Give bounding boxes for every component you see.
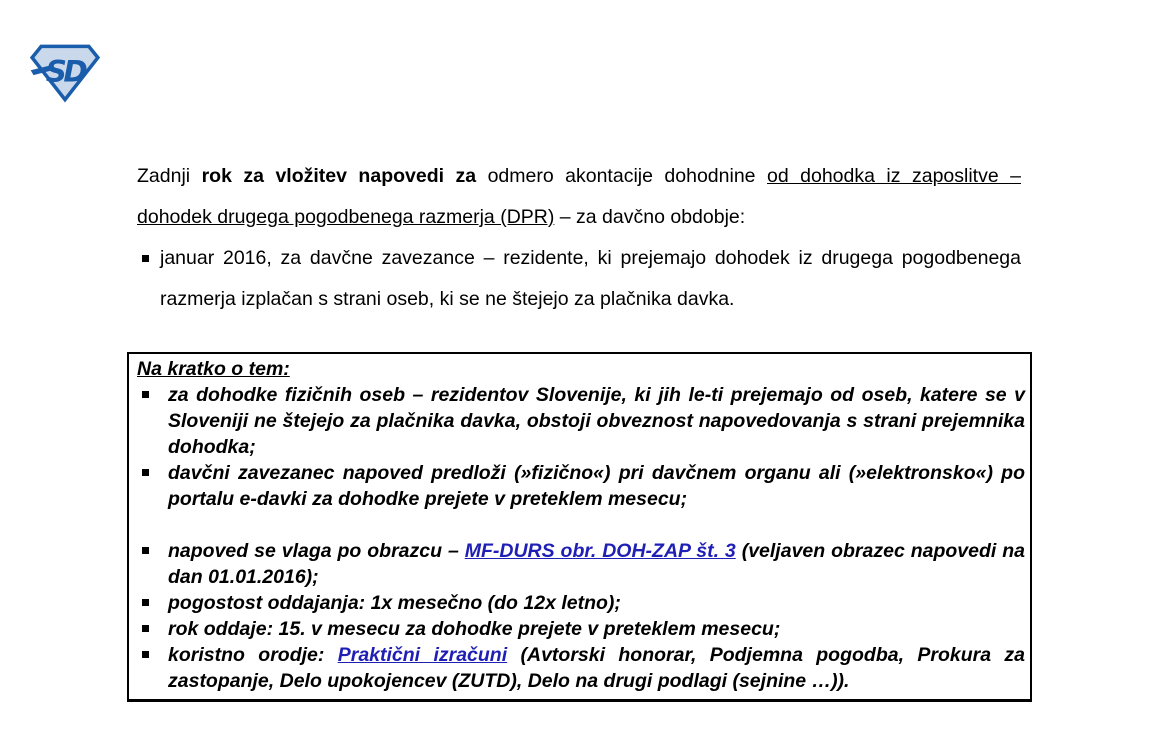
sd-shield-logo	[30, 42, 100, 104]
box-bullet-5-text: rok oddaje: 15. v mesecu za dohodke prejete v preteklem mesecu;	[168, 618, 781, 640]
box-bullet-item-4	[137, 590, 1025, 616]
intro-paragraph	[137, 156, 1021, 238]
bullet-marker-icon	[137, 538, 168, 590]
box-bullet-4-text: pogostost oddajanja: 1x mesečno (do 12x letno);	[168, 592, 621, 614]
box-bullet-item-5	[137, 616, 1025, 642]
info-box-title: Na kratko o tem:	[137, 358, 290, 380]
box-bullet-6-post: (Avtorski honorar, Podjemna pogodba, Prokura za zastopanje, Delo upokojencev (ZUTD), Delo na drugi podlagi (sejnine …)).	[168, 644, 1026, 692]
info-box	[127, 352, 1032, 702]
box-bullet-item-2	[137, 460, 1025, 512]
box-bullet-item-3	[137, 538, 1025, 590]
main-text-block	[137, 156, 1021, 320]
intro-underlined-phrase: od dohodka iz zaposlitve – dohodek drugega pogodbenega razmerja (DPR)	[137, 165, 1021, 228]
logo-letters: SD	[45, 54, 85, 89]
box-bullet-3-post: (veljaven obrazec napovedi na dan 01.01.2016);	[168, 540, 1025, 588]
box-bullet-3-text	[168, 538, 1025, 590]
intro-normal-3: – za davčno obdobje:	[554, 206, 746, 228]
box-bullet-6-text	[168, 642, 1025, 694]
bullet-marker-icon	[137, 642, 168, 694]
box-bullet-6-pre: koristno orodje:	[168, 644, 338, 666]
bullet-marker-icon	[137, 616, 168, 642]
box-bullet-item-6	[137, 642, 1025, 694]
doh-zap-form-link[interactable]: MF-DURS obr. DOH-ZAP št. 3	[464, 540, 736, 562]
intro-bold-phrase: rok za vložitev napovedi za	[201, 165, 488, 187]
intro-normal-2: odmero akontacije dohodnine	[487, 165, 767, 187]
intro-normal-1: Zadnji	[137, 165, 202, 187]
blank-line	[137, 512, 1025, 538]
prakticni-izracuni-link[interactable]: Praktični izračuni	[337, 644, 508, 666]
bullet-marker-icon	[137, 460, 168, 512]
bullet-marker-icon	[137, 238, 160, 320]
bullet-marker-icon	[137, 590, 168, 616]
box-bullet-item-1	[137, 382, 1025, 460]
intro-bullet-item	[137, 238, 1021, 320]
bullet-marker-icon	[137, 382, 168, 460]
box-bullet-1-text: za dohodke fizičnih oseb – rezidentov Slovenije, ki jih le-ti prejemajo od oseb, katere se v Sloveniji ne štejejo za plačnika davka, obstoji obveznost napovedovanja s strani prejemnika dohodka;	[168, 384, 1025, 458]
sd-shield-logo-graphic	[30, 42, 100, 104]
box-bullet-3-pre: napoved se vlaga po obrazcu –	[168, 540, 465, 562]
intro-bullet-text: januar 2016, za davčne zavezance – rezidente, ki prejemajo dohodek iz drugega pogodbenega razmerja izplačan s strani oseb, ki se ne štejejo za plačnika davka.	[160, 247, 1021, 310]
box-bullet-2-text: davčni zavezanec napoved predloži (»fizično«) pri davčnem organu ali (»elektronsko«) po portalu e-davki za dohodke prejete v preteklem mesecu;	[168, 462, 1025, 510]
